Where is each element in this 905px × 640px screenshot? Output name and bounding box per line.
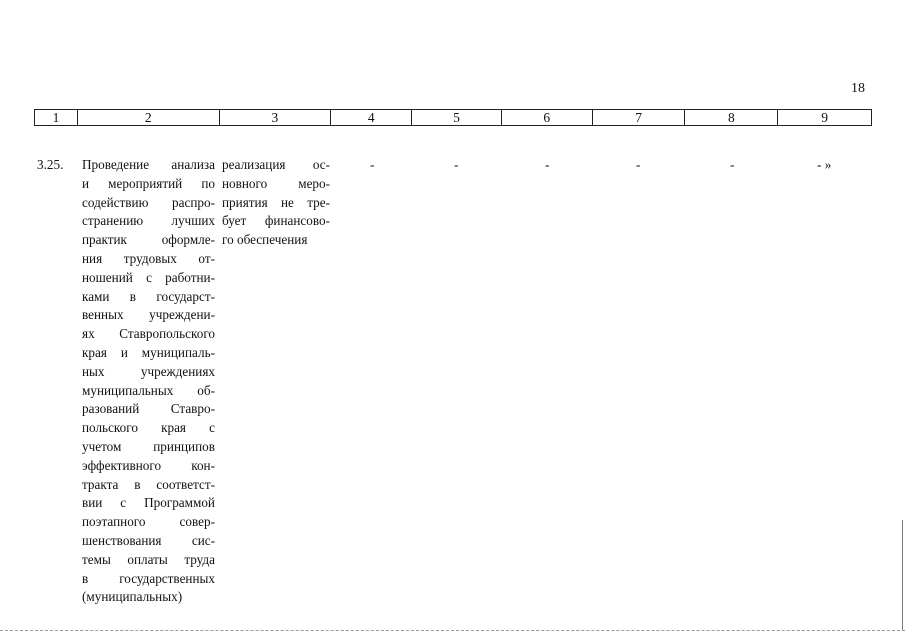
measure-description-line: тракта в соответст- (82, 476, 215, 492)
header-cell-9: 9 (821, 110, 828, 125)
measure-description-line: поэтапного совер- (82, 514, 215, 530)
financing-note-line: приятия не тре- (222, 194, 330, 210)
measure-description-line: содействию распро- (82, 194, 215, 210)
table-header-row (34, 109, 872, 126)
measure-description-line: края и муниципаль- (82, 344, 215, 360)
col7-value: - (636, 157, 641, 172)
scan-right-edge (902, 520, 903, 630)
measure-description-line: практик оформле- (82, 232, 215, 248)
measure-description-line: в государственных (82, 570, 215, 586)
financing-note-line: реализация ос- (222, 157, 330, 172)
measure-description-line: разований Ставро- (82, 401, 215, 417)
header-cell-2: 2 (78, 110, 220, 125)
header-cell-8: 8 (685, 110, 778, 125)
measure-description (82, 156, 215, 607)
measure-description-line: ния трудовых от- (82, 250, 215, 266)
page-number: 18 (851, 81, 865, 96)
scan-bottom-edge (0, 630, 905, 631)
financing-note-line: го обеспечения (222, 232, 308, 248)
col6-value: - (545, 157, 550, 172)
measure-description-line: (муниципальных) (82, 589, 183, 605)
measure-description-line: муниципальных об- (82, 382, 215, 398)
col4-value: - (370, 157, 375, 172)
financing-note (222, 156, 330, 250)
measure-description-line: ях Ставропольского (82, 326, 215, 342)
measure-description-line: ношений с работни- (82, 269, 215, 285)
header-cell-5: 5 (412, 110, 502, 125)
header-cell-7: 7 (593, 110, 686, 125)
financing-note-line: бует финансово- (222, 213, 330, 229)
measure-description-line: учетом принципов (82, 438, 215, 454)
row-number: 3.25. (37, 157, 64, 172)
header-cell-4: 4 (331, 110, 412, 125)
measure-description-line: и мероприятий по (82, 175, 215, 191)
measure-description-line: эффективного кон- (82, 457, 215, 473)
header-cell-1: 1 (35, 110, 78, 125)
measure-description-line: вии с Программой (82, 495, 215, 511)
measure-description-line: темы оплаты труда (82, 551, 215, 567)
measure-description-line: Проведение анализа (82, 157, 215, 172)
measure-description-line: польского края с (82, 420, 215, 436)
col9-value: - » (817, 157, 832, 172)
header-cell-3: 3 (220, 110, 332, 125)
measure-description-line: ных учреждениях (82, 363, 215, 379)
measure-description-line: ками в государст- (82, 288, 215, 304)
header-cell-6: 6 (502, 110, 593, 125)
col8-value: - (730, 157, 735, 172)
measure-description-line: венных учреждени- (82, 307, 215, 323)
col5-value: - (454, 157, 459, 172)
measure-description-line: странению лучших (82, 213, 215, 229)
measure-description-line: шенствования сис- (82, 532, 215, 548)
financing-note-line: новного меро- (222, 175, 330, 191)
